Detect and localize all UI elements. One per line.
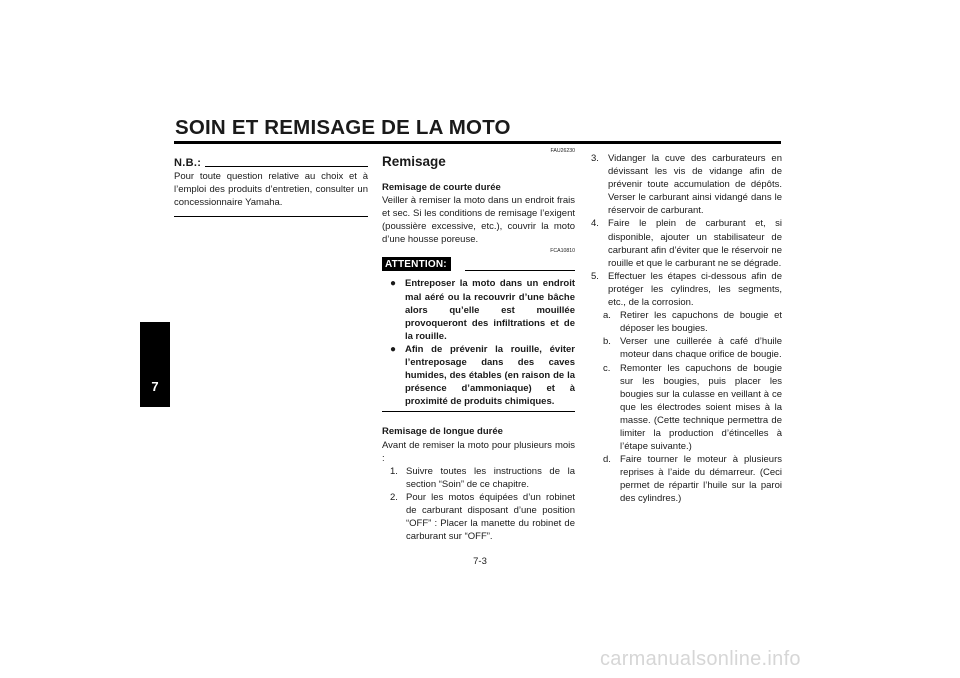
long-term-intro: Avant de remiser la moto pour plusieurs mois : [382,439,575,464]
section-title: Remisage [382,154,446,169]
bullet-icon: ● [390,278,397,290]
chapter-tab [140,322,170,407]
attention-item: ● Afin de prévenir la rouille, éviter l’entreposage dans des caves humides, des étables (en raison de la présence d’ammoniaque) et à proximité de produits chimiques. [390,343,575,408]
substep-item: d. Faire tourner le moteur à plusieurs reprises à l’aide du démarreur. (Ceci permet de répartir l’huile sur la paroi des cylindres.) [603,454,782,505]
nb-heading-rule [205,166,368,167]
attention-label: ATTENTION: [382,257,451,271]
steps-continued-column [591,152,782,506]
nb-bottom-rule [174,216,368,217]
nb-label: N.B.: [174,156,202,169]
bullet-icon: ● [390,343,397,355]
long-term-heading: Remisage de longue durée [382,426,503,438]
attention-item: ● Entreposer la moto dans un endroit mal aéré ou la recouvrir d’une bâche alors qu’elle est mouillée provoqueront des infiltrations et de la rouille. [390,278,575,342]
header-rule [174,141,781,144]
step-item: 2. Pour les motos équipées d’un robinet de carburant disposant d’une position “OFF” : Placer la manette du robinet de carburant sur “OFF”. [390,491,575,543]
substep-item: c. Remonter les capuchons de bougie sur les bougies, puis placer les bougies sur la culasse en veillant à ce que les électrodes soient mises à la masse. (Cette technique permettra de limiter la production d’étincelles à l’étape suivante.) [603,362,782,453]
nb-heading [174,153,368,170]
chapter-number: 7 [151,379,159,394]
step-item: 4. Faire le plein de carburant et, si disponible, ajouter un stabilisateur de carburant afin d’éviter que le réservoir ne rouille et que le carburant ne se dégrade. [591,218,782,269]
watermark-text: carmanualsonline.info [600,648,801,670]
attention-heading-rule [465,270,575,271]
page-header-title: SOIN ET REMISAGE DE LA MOTO [175,116,511,139]
long-term-steps [382,465,575,544]
nb-column [174,153,368,217]
step-item: 1. Suivre toutes les instructions de la section “Soin” de ce chapitre. [390,465,575,490]
attention-code: FCA10810 [550,248,575,255]
attention-list [382,277,575,408]
nb-text: Pour toute question relative au choix et à l’emploi des produits d’entretien, consulter un concessionnaire Yamaha. [174,171,368,209]
attention-heading [382,256,575,271]
step-item: 3. Vidanger la cuve des carburateurs en dévissant les vis de vidange afin de prévenir toute accumulation de dépôts. Verser le carburant ainsi vidangé dans le réservoir de carburant. [591,153,782,217]
long-term-steps-continued [591,152,782,309]
substeps-list [591,309,782,505]
short-term-text: Veiller à remiser la moto dans un endroit frais et sec. Si les conditions de remisage l’exigent (poussière excessive, etc.), couvrir la moto d’une housse poreuse. [382,195,575,246]
section-code: FAU26230 [550,148,575,154]
page-number: 7-3 [473,556,487,567]
short-term-heading: Remisage de courte durée [382,182,501,193]
substep-item: a. Retirer les capuchons de bougie et déposer les bougies. [603,310,782,335]
substep-item: b. Verser une cuillerée à café d’huile moteur dans chaque orifice de bougie. [603,336,782,361]
remisage-column [382,148,575,543]
step-item: 5. Effectuer les étapes ci-dessous afin de protéger les cylindres, les segments, etc., de la corrosion. [591,270,782,309]
